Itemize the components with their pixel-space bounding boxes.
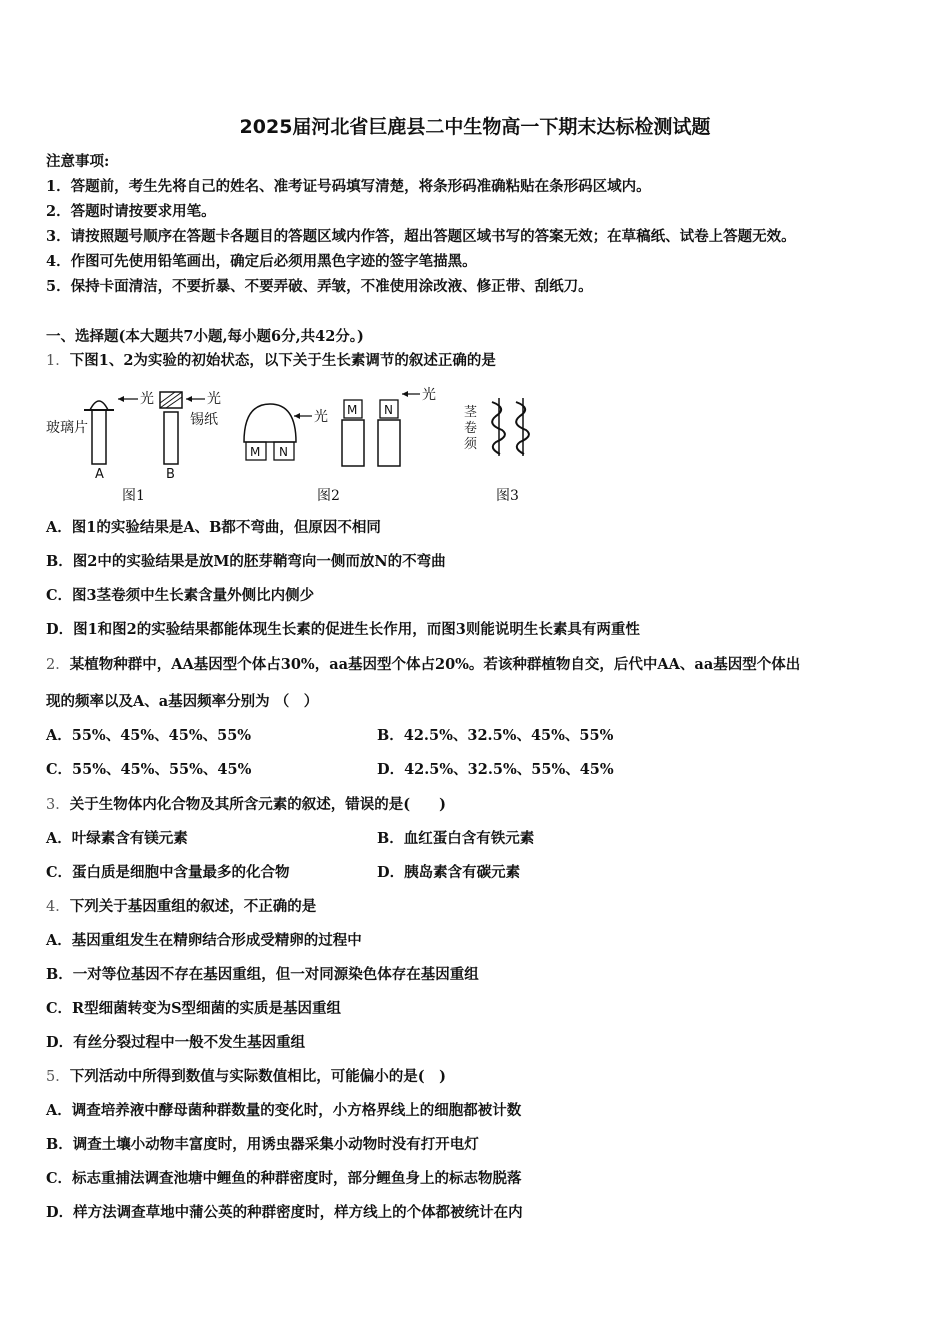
question-4-option[interactable]: B．一对等位基因不存在基因重组，但一对同源染色体存在基因重组: [46, 966, 479, 983]
question-4-option[interactable]: D．有丝分裂过程中一般不发生基因重组: [46, 1034, 306, 1051]
notice-item: 4．作图可先使用铅笔画出，确定后必须用黑色字迹的签字笔描黑。: [46, 253, 477, 270]
question-3-option[interactable]: D．胰岛素含有碳元素: [377, 864, 521, 881]
block-n: N: [279, 445, 288, 459]
light-label: 光: [207, 391, 221, 407]
question-3-option[interactable]: C．蛋白质是细胞中含量最多的化合物: [46, 864, 290, 881]
question-number: 1．: [46, 353, 70, 369]
foil-label: 锡纸: [190, 412, 218, 428]
figure-caption: 图2: [317, 488, 340, 504]
question-text: 关于生物体内化合物及其所含元素的叙述，错误的是( ): [69, 796, 446, 813]
notice-heading: 注意事项:: [46, 153, 110, 170]
light-label: 光: [422, 387, 436, 403]
question-2-option[interactable]: B．42.5%、32.5%、45%、55%: [377, 727, 614, 744]
question-text: 下列活动中所得到数值与实际数值相比，可能偏小的是( ): [69, 1068, 446, 1085]
notice-item: 3．请按照题号顺序在答题卡各题目的答题区域内作答，超出答题区域书写的答案无效；在草稿纸、试卷上答题无效。: [46, 228, 796, 245]
question-text: 下图1、2为实验的初始状态，以下关于生长素调节的叙述正确的是: [69, 352, 496, 369]
question-1-option[interactable]: C．图3茎卷须中生长素含量外侧比内侧少: [46, 587, 315, 604]
block-n: N: [384, 403, 393, 417]
question-2-option[interactable]: D．42.5%、32.5%、55%、45%: [377, 761, 614, 778]
question-number: 2．: [46, 657, 70, 673]
section-heading: 一、选择题(本大题共7小题,每小题6分,共42分。): [46, 328, 364, 345]
question-4-option[interactable]: A．基因重组发生在精卵结合形成受精卵的过程中: [46, 932, 362, 949]
block-m: M: [250, 445, 261, 459]
question-2-stem: [46, 655, 800, 675]
question-5-stem: [46, 1067, 446, 1087]
question-text: 下列关于基因重组的叙述，不正确的是: [69, 898, 317, 915]
figure-caption: 图1: [122, 488, 145, 504]
notice-item: 5．保持卡面清洁，不要折暴、不要弄破、弄皱，不准使用涂改液、修正带、刮纸刀。: [46, 278, 593, 295]
question-2-option[interactable]: C．55%、45%、55%、45%: [46, 761, 252, 778]
question-number: 3．: [46, 797, 70, 813]
fig1-diagram: [46, 390, 221, 504]
question-text: 某植物种群中，AA基因型个体占30%，aa基因型个体占20%。若该种群植物自交，后代中AA、aa基因型个体出: [69, 656, 801, 673]
question-5-option[interactable]: C．标志重捕法调查池塘中鲤鱼的种群密度时，部分鲤鱼身上的标志物脱落: [46, 1170, 522, 1187]
tendril-label-char: 卷: [464, 421, 478, 436]
question-3-option[interactable]: A．叶绿素含有镁元素: [46, 830, 188, 847]
question-number: 5．: [46, 1069, 70, 1085]
glass-label: 玻璃片: [46, 420, 88, 436]
page-title: 2025届河北省巨鹿县二中生物高一下期末达标检测试题: [239, 116, 711, 138]
question-number: 4．: [46, 899, 70, 915]
figure-caption: 图3: [496, 488, 519, 504]
notice-item: 2．答题时请按要求用笔。: [46, 203, 216, 220]
question-1-figure: [40, 378, 560, 508]
question-5-option[interactable]: D．样方法调查草地中蒲公英的种群密度时，样方线上的个体都被统计在内: [46, 1204, 523, 1221]
light-label: 光: [314, 409, 328, 425]
label-b: B: [166, 467, 175, 482]
question-1-option[interactable]: D．图1和图2的实验结果都能体现生长素的促进生长作用，而图3则能说明生长素具有两重性: [46, 621, 640, 638]
question-3-option[interactable]: B．血红蛋白含有铁元素: [377, 830, 535, 847]
question-1-option[interactable]: A．图1的实验结果是A、B都不弯曲，但原因不相同: [46, 519, 381, 536]
question-4-stem: [46, 897, 316, 917]
tendril-label-char: 须: [464, 437, 478, 452]
question-2-option[interactable]: A．55%、45%、45%、55%: [46, 727, 252, 744]
tendril-label-char: 茎: [464, 405, 478, 420]
question-5-option[interactable]: B．调查土壤小动物丰富度时，用诱虫器采集小动物时没有打开电灯: [46, 1136, 479, 1153]
question-2-stem-cont: 现的频率以及A、a基因频率分别为 （ ）: [46, 693, 319, 710]
fig3-diagram: [464, 398, 529, 504]
light-label: 光: [140, 391, 154, 407]
block-m: M: [347, 403, 358, 417]
fig2-diagram: [244, 386, 436, 504]
question-1-stem: [46, 351, 496, 371]
notice-item: 1．答题前，考生先将自己的姓名、准考证号码填写清楚，将条形码准确粘贴在条形码区域内。: [46, 178, 651, 195]
question-1-option[interactable]: B．图2中的实验结果是放M的胚芽鞘弯向一侧而放N的不弯曲: [46, 553, 446, 570]
question-5-option[interactable]: A．调查培养液中酵母菌种群数量的变化时，小方格界线上的细胞都被计数: [46, 1102, 522, 1119]
label-a: A: [95, 467, 104, 482]
question-3-stem: [46, 795, 446, 815]
question-4-option[interactable]: C．R型细菌转变为S型细菌的实质是基因重组: [46, 1000, 342, 1017]
